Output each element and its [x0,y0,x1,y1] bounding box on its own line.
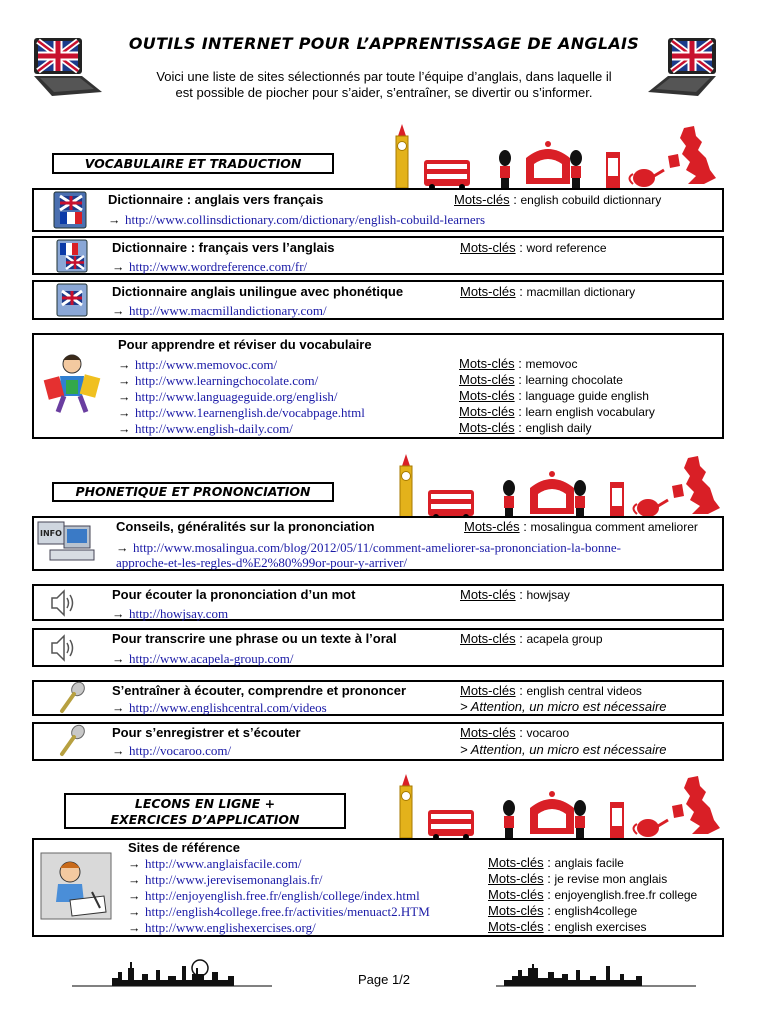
arrow: → [118,358,131,372]
keywords-label: Mots-clés [460,683,516,698]
teapot-icon [630,169,665,187]
arrow: → [112,260,125,274]
arrow: → [118,422,131,436]
phone-box-icon [606,152,620,188]
keywords: Mots-clés : language guide english [459,388,649,403]
student-with-books-icon [38,350,106,418]
link[interactable]: http://www.englishexercises.org/ [144,920,316,935]
keywords-value: english exercises [554,920,647,934]
entry-title: Pour écouter la prononciation d’un mot [112,587,356,602]
keywords-label: Mots-clés [459,356,515,371]
page-number: Page 1/2 [357,972,411,987]
royal-guard-icon [503,480,515,518]
entry-title: Pour apprendre et réviser du vocabulaire [118,337,372,352]
keywords-value: english4college [554,904,638,918]
link[interactable]: http://www.memovoc.com/ [134,357,278,372]
arrow: → [112,304,125,318]
keywords-label: Mots-clés [488,903,544,918]
keywords-label: Mots-clés [488,887,544,902]
arrow: → [116,541,129,555]
link[interactable]: http://www.1earnenglish.de/vocabpage.html [134,405,365,420]
keywords-label: Mots-clés [460,587,516,602]
link[interactable]: http://www.jerevisemonanglais.fr/ [144,872,323,887]
entry-title: Conseils, généralités sur la prononciation [116,519,375,534]
link-row [118,420,293,438]
teapot-icon [634,819,669,837]
link-continued[interactable]: approche-et-les-regles-d%E2%80%99or-pour-y-arriver/ [116,555,408,570]
crown-icon [526,141,570,184]
arrow: → [112,744,125,758]
link[interactable]: http://www.acapela-group.com/ [128,651,294,666]
speaker-icon [50,587,76,619]
speaker-icon [50,631,76,665]
keywords-value: memovoc [525,357,578,371]
uk-map-icon [672,776,720,834]
link[interactable]: http://www.wordreference.com/fr/ [128,259,308,274]
keywords-label: Mots-clés [488,919,544,934]
link[interactable]: http://vocaroo.com/ [128,743,232,758]
royal-guard-icon [499,150,511,188]
uk-map-icon [668,126,716,184]
keywords: Mots-clés : memovoc [459,356,578,371]
phone-box-icon [610,482,624,518]
arrow: → [128,889,141,903]
keywords-value: word reference [526,241,607,255]
link[interactable]: http://english4college.free.fr/activities/menuact2.HTM [144,904,430,919]
dictionary-book-icon [52,191,88,229]
keywords-value: macmillan dictionary [526,285,636,299]
keywords: Mots-clés : learn english vocabulary [459,404,655,419]
entry-title: Pour transcrire une phrase ou un texte à l’oral [112,631,397,646]
link[interactable]: http://howjsay.com [128,606,229,621]
keywords: Mots-clés : english daily [459,420,592,435]
entry-title: Sites de référence [128,840,241,855]
keywords-label: Mots-clés [459,388,515,403]
royal-guard-icon [503,800,515,838]
london-icons-banner [392,772,724,842]
big-ben-icon [396,124,408,188]
keywords-label: Mots-clés [464,519,520,534]
microphone-icon [56,681,88,715]
entry-title: Pour s’enregistrer et s’écouter [112,725,301,740]
section-heading-phonetics: PHONETIQUE ET PRONONCIATION [52,482,334,502]
arrow: → [128,921,141,935]
keywords: Mots-clés : english exercises [488,919,647,934]
keywords-value: enjoyenglish.free.fr college [554,888,698,902]
entry-title: Dictionnaire anglais unilingue avec phonétique [112,284,404,299]
keywords: Mots-clés : anglais facile [488,855,624,870]
section-heading-vocab: VOCABULAIRE ET TRADUCTION [52,153,334,174]
arrow: → [118,374,131,388]
microphone-note: > Attention, un micro est nécessaire [460,742,667,757]
arrow: → [108,213,121,227]
link[interactable]: http://www.languageguide.org/english/ [134,389,338,404]
keywords-label: Mots-clés [488,855,544,870]
keywords-value: english daily [525,421,592,435]
entry-title: Dictionnaire : français vers l’anglais [112,240,335,255]
keywords-value: mosalingua comment ameliorer [530,520,698,534]
london-icons-banner [388,122,720,192]
dictionary-book-icon [56,239,88,273]
link[interactable]: http://enjoyenglish.free.fr/english/college/index.html [144,888,420,903]
keywords-value: acapela group [526,632,603,646]
double-decker-bus-icon [428,810,474,840]
link[interactable]: http://www.englishcentral.com/videos [128,700,327,715]
keywords-label: Mots-clés [488,871,544,886]
keywords-label: Mots-clés [460,631,516,646]
keywords-value: learning chocolate [525,373,623,387]
arrow: → [128,857,141,871]
info-computer-icon [36,518,100,564]
link[interactable]: http://www.mosalingua.com/blog/2012/05/11/comment-ameliorer-sa-prononciation-la-bonne- [132,540,621,555]
arrow: → [112,701,125,715]
keywords-value: je revise mon anglais [554,872,668,886]
link[interactable]: http://www.learningchocolate.com/ [134,373,319,388]
uk-map-icon [672,456,720,514]
keywords-label: Mots-clés [459,420,515,435]
keywords: Mots-clés : enjoyenglish.free.fr college [488,887,698,902]
arrow: → [128,873,141,887]
dictionary-book-icon [56,283,88,317]
keywords: Mots-clés : english4college [488,903,638,918]
student-writing-icon [40,852,112,920]
keywords-value: anglais facile [554,856,624,870]
keywords-label: Mots-clés [460,725,516,740]
microphone-note: > Attention, un micro est nécessaire [460,699,667,714]
royal-guard-icon [574,800,586,838]
keywords-label: Mots-clés [459,404,515,419]
link[interactable]: http://www.collinsdictionary.com/dictionary/english-cobuild-learners [124,212,486,227]
phone-box-icon [610,802,624,838]
link-row [128,919,316,937]
keywords-label: Mots-clés [454,192,510,207]
page-title: OUTILS INTERNET POUR L’APPRENTISSAGE DE ANGLAIS [128,34,640,53]
arrow: → [118,390,131,404]
double-decker-bus-icon [424,160,470,190]
arrow: → [128,905,141,919]
keywords-value: language guide english [525,389,649,403]
keywords-value: learn english vocabulary [525,405,655,419]
london-icons-banner [392,452,724,522]
svg-text:INFO: INFO [40,529,62,538]
royal-guard-icon [574,480,586,518]
keywords-value: english central videos [526,684,642,698]
big-ben-icon [400,774,412,838]
royal-guard-icon [570,150,582,188]
link[interactable]: http://www.macmillandictionary.com/ [128,303,327,318]
arrow: → [118,406,131,420]
keywords-label: Mots-clés [460,240,516,255]
crown-icon [530,791,574,834]
keywords-value: howjsay [526,588,570,602]
link[interactable]: http://www.anglaisfacile.com/ [144,856,302,871]
arrow: → [112,607,125,621]
link[interactable]: http://www.english-daily.com/ [134,421,293,436]
keywords-label: Mots-clés [459,372,515,387]
section-heading-lessons: LECONS EN LIGNE + EXERCICES D’APPLICATION [64,793,346,829]
crown-icon [530,471,574,514]
microphone-icon [56,724,88,758]
entry-title: S’entraîner à écouter, comprendre et prononcer [112,683,407,698]
teapot-icon [634,499,669,517]
intro-text: Voici une liste de sites sélectionnés par toute l’équipe d’anglais, dans laquelle il est possible de piocher pour s’aider, s’entraîner, se divertir ou s’informer. [156,69,612,100]
keywords-label: Mots-clés [460,284,516,299]
keywords: Mots-clés : je revise mon anglais [488,871,668,886]
keywords-value: vocaroo [526,726,570,740]
entry-title: Dictionnaire : anglais vers français [108,192,324,207]
arrow: → [112,652,125,666]
keywords: Mots-clés : learning chocolate [459,372,623,387]
keywords-value: english cobuild dictionnary [520,193,662,207]
big-ben-icon [400,454,412,518]
